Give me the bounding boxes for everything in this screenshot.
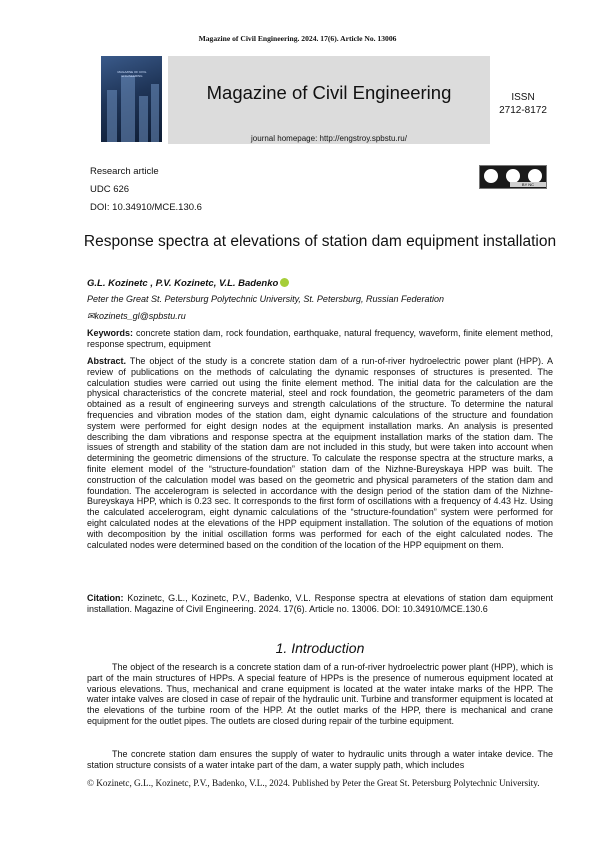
cover-title: MAGAZINE OF CIVIL ENGINEERING <box>117 70 147 78</box>
envelope-icon: ✉ <box>87 311 95 321</box>
article-type: Research article <box>90 166 159 177</box>
keywords-label: Keywords: <box>87 328 134 338</box>
abstract <box>87 356 553 550</box>
citation <box>87 593 553 615</box>
journal-cover-image <box>101 56 162 142</box>
abstract-text: The object of the study is a concrete station dam of a run-of-river hydroelectric power plant (HPP). A review of publications on the methods of calculating the dynamic responses of structures is presented. The calculation studies were carried out using the finite element method. The initial data for the calculation are the physical characteristics of the concrete material, steel and rock foundation, the geometric parameters of the dam obtained as a result of engineering surveys and strength calculations of the structure. To determine the natural frequencies and vibration modes of the station dam, eight dynamic calculations of the structure and foundation system were performed for eight design nodes at the equipment installation marks. An analysis is presented describing the dam vibrations and response spectra at the equipment installation marks of the station dam. The issues of strength and stability of the station dam are not included in this study, but were taken into account when determining the geometric dimensions of the structure. To calculate the response spectra at the structure marks, a finite element model of the “structure-foundation” station dam of the Nizhne-Bureyskaya HPP was built. The construction of the calculation model was based on the geometric and physical parameters of the station dam and foundation. The accelerogram is selected in accordance with the design period of the station dam of the Nizhne-Bureyskaya HPP, which is 0.23 sec. It corresponds to the first form of oscillations with a frequency of 4.43 Hz. Using the calculated accelerogram, eight dynamic calculations of the “structure-foundation” system were performed for eight calculated nodes at the elevations of the HPP equipment installation. The solution of the equations of motion with decomposition by the initial oscillation forms was performed for each of the eight calculated nodes. The calculated nodes were determined based on the condition of the location of the HPP equipment on them. <box>87 356 553 550</box>
udc-code: UDC 626 <box>90 184 130 195</box>
intro-paragraph-1: The object of the research is a concrete station dam of a run-of-river hydroelectric power plant (HPP), which is part of the main structures of HPPs. A special feature of HPPs is the presence of numerous equipment located at various elevations. Thus, mechanical and crane equipment is located at the water intake marks of the HPP. The water intake valves are closed in case of repair of the hydraulic unit. Turbine and transformer equipment is located at the elevations of the turbine room of the HPP. At the outlet marks of the HPP, there is mechanical and crane equipment for the outlet pipes. The outlets are closed during repair of the turbine equipment. <box>87 662 553 726</box>
doi[interactable]: DOI: 10.34910/MCE.130.6 <box>90 202 202 213</box>
running-head: Magazine of Civil Engineering. 2024. 17(6). Article No. 13006 <box>198 34 397 43</box>
journal-homepage-link[interactable]: journal homepage: http://engstroy.spbstu.ru/ <box>251 134 407 143</box>
contact-email[interactable] <box>87 311 186 322</box>
keywords-text: concrete station dam, rock foundation, earthquake, natural frequency, waveform, finite element method, response spectrum, equipment <box>87 328 553 349</box>
authors-text: G.L. Kozinetc , P.V. Kozinetc, V.L. Badenko <box>87 278 279 289</box>
email-text: kozinets_gl@spbstu.ru <box>94 311 186 321</box>
section-heading: 1. Introduction <box>275 640 365 656</box>
issn-number: 2712-8172 <box>499 105 547 116</box>
article-title: Response spectra at elevations of station dam equipment installation <box>83 233 557 250</box>
abstract-label: Abstract. <box>87 356 127 366</box>
intro-paragraph-2: The concrete station dam ensures the supply of water to hydraulic units through a water intake device. The station structure consists of a water intake part of the dam, a water supply path, which includes <box>87 749 553 770</box>
authors <box>87 278 289 289</box>
keywords <box>87 328 553 350</box>
license-badge-label: BY NC <box>510 182 546 187</box>
issn-label: ISSN <box>511 92 535 103</box>
cc-icon <box>483 168 499 184</box>
citation-label: Citation: <box>87 593 124 603</box>
cc-license-badge[interactable] <box>479 165 547 189</box>
orcid-icon[interactable] <box>280 278 289 287</box>
copyright-footer: © Kozinetc, G.L., Kozinetc, P.V., Badenko, V.L., 2024. Published by Peter the Great St. Petersburg Polytechnic University. <box>87 778 540 788</box>
issn-block <box>490 91 556 117</box>
affiliation: Peter the Great St. Petersburg Polytechnic University, St. Petersburg, Russian Federation <box>87 294 444 304</box>
journal-name: Magazine of Civil Engineering <box>206 82 452 103</box>
citation-text: Kozinetc, G.L., Kozinetc, P.V., Badenko, V.L. Response spectra at elevations of station dam equipment installation. Magazine of Civil Engineering. 2024. 17(6). Article no. 13006. DOI: 10.34910/MCE.130.6 <box>87 593 553 614</box>
